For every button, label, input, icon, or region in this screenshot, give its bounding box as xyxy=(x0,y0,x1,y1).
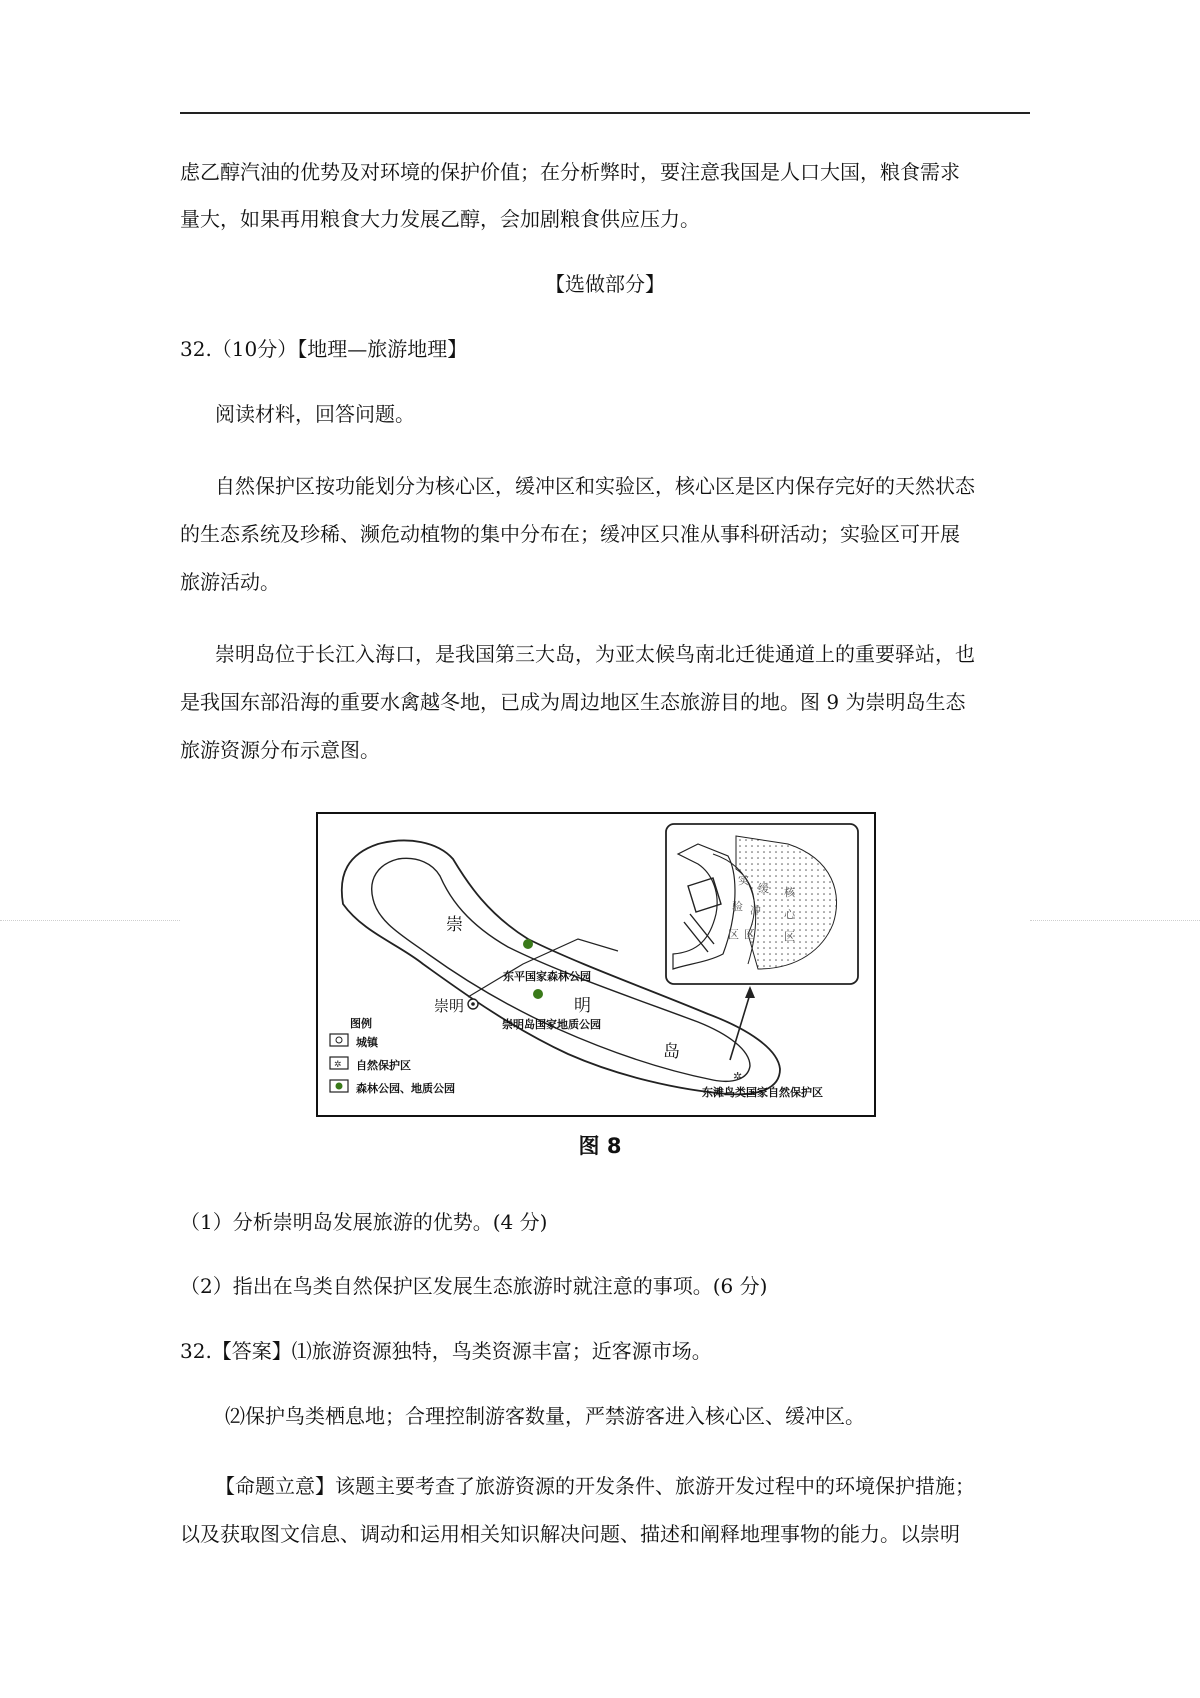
question-2: （2）指出在鸟类自然保护区发展生态旅游时就注意的事项。(6 分) xyxy=(180,1274,768,1298)
legend-item-town: 城镇 xyxy=(356,1036,378,1049)
forest-park-marker xyxy=(523,939,533,949)
island-char-chong: 崇 xyxy=(446,915,463,935)
header-rule xyxy=(180,112,1030,114)
inset-label: 区 xyxy=(784,930,795,943)
town-label: 崇明 xyxy=(434,997,465,1015)
geo-park-marker xyxy=(533,989,543,999)
paragraph-line: 自然保护区按功能划分为核心区，缓冲区和实验区，核心区是区内保存完好的天然状态 xyxy=(215,474,975,498)
legend-item-park: 森林公园、地质公园 xyxy=(356,1082,455,1095)
inset-label: 验 xyxy=(732,900,743,913)
legend-title: 图例 xyxy=(350,1017,372,1030)
question-1: （1）分析崇明岛发展旅游的优势。(4 分) xyxy=(180,1210,548,1234)
reserve-marker: ✲ xyxy=(733,1070,743,1083)
inset-label: 缓 xyxy=(758,882,769,895)
island-char-dao: 岛 xyxy=(663,1042,680,1062)
paragraph-line: 的生态系统及珍稀、濒危动植物的集中分布在；缓冲区只准从事科研活动；实验区可开展 xyxy=(180,522,960,546)
question-header: 32.（10分）【地理—旅游地理】 xyxy=(180,337,468,361)
geo-park-label: 崇明岛国家地质公园 xyxy=(502,1018,601,1031)
margin-guide-right xyxy=(1030,920,1200,921)
intent-line: 以及获取图文信息、调动和运用相关知识解决问题、描述和阐释地理事物的能力。以崇明 xyxy=(180,1522,960,1546)
chongming-map-figure xyxy=(316,812,876,1117)
text-line: 虑乙醇汽油的优势及对环境的保护价值；在分析弊时，要注意我国是人口大国，粮食需求 xyxy=(180,160,960,184)
paragraph-line: 旅游资源分布示意图。 xyxy=(180,738,380,762)
reserve-label: 东滩鸟类国家自然保护区 xyxy=(702,1086,823,1099)
inset-label: 区 xyxy=(728,928,739,941)
text-line: 量大，如果再用粮食大力发展乙醇，会加剧粮食供应压力。 xyxy=(180,207,700,231)
margin-guide-left xyxy=(0,920,180,921)
instruction: 阅读材料，回答问题。 xyxy=(215,402,415,426)
paragraph-line: 是我国东部沿海的重要水禽越冬地，已成为周边地区生态旅游目的地。图 9 为崇明岛生态 xyxy=(180,690,966,714)
inset-label: 区 xyxy=(744,928,755,941)
inset-label: 心 xyxy=(784,908,795,921)
svg-text:✲: ✲ xyxy=(334,1060,342,1070)
inset-label: 冲 xyxy=(750,904,761,917)
intent-line: 【命题立意】该题主要考查了旅游资源的开发条件、旅游开发过程中的环境保护措施； xyxy=(215,1474,975,1498)
answer-2: ⑵保护鸟类栖息地；合理控制游客数量，严禁游客进入核心区、缓冲区。 xyxy=(225,1404,865,1428)
answer-1: 32.【答案】⑴旅游资源独特，鸟类资源丰富；近客源市场。 xyxy=(180,1339,712,1363)
paragraph-line: 旅游活动。 xyxy=(180,570,280,594)
inset-label: 实 xyxy=(738,874,749,887)
paragraph-line: 崇明岛位于长江入海口，是我国第三大岛，为亚太候鸟南北迁徙通道上的重要驿站，也 xyxy=(215,642,975,666)
forest-park-label: 东平国家森林公园 xyxy=(503,970,591,983)
legend-item-reserve: 自然保护区 xyxy=(356,1059,411,1072)
island-char-ming: 明 xyxy=(574,996,591,1016)
inset-label: 核 xyxy=(784,886,795,899)
zoom-arrow xyxy=(730,994,750,1060)
section-heading: 【选做部分】 xyxy=(545,272,665,296)
figure-caption: 图 8 xyxy=(578,1134,622,1158)
